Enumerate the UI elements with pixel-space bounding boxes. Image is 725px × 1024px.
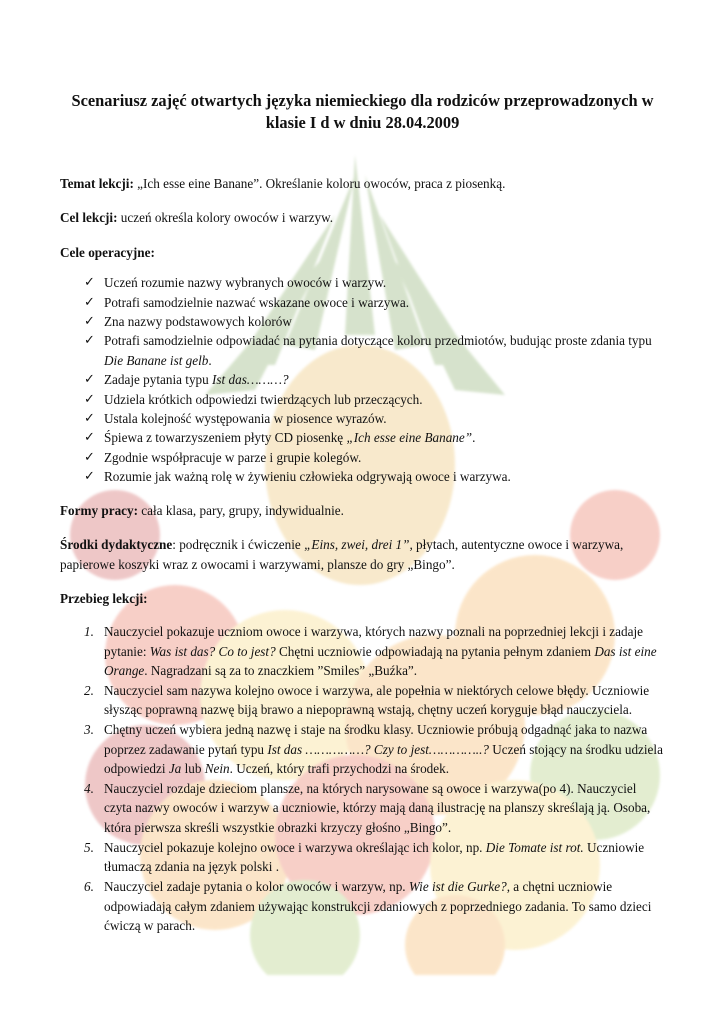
document-title: Scenariusz zajęć otwartych języka niemieckiego dla rodziców przeprowadzonych w klasie I d w dniu 28.04.2009 (71, 91, 654, 132)
goal-item-example: Ist das………? (212, 372, 289, 388)
step-text-italic: Ist das ……………? Czy to jest…………..? (267, 741, 489, 757)
teaching-aids-post: płytach, autentyczne owoce i warzywa, papierowe koszyki wraz z owocami i warzywami, plansze do gry „Bingo”. (60, 537, 624, 572)
lesson-flow-heading: Przebieg lekcji: (60, 590, 148, 606)
step-text: Nauczyciel pokazuje kolejno owoce i warzywa określając ich kolor, np. (104, 839, 486, 855)
checkmark-icon: ✓ (84, 275, 95, 291)
goal-item-example: Die Banane ist gelb (104, 352, 209, 368)
document-page (60, 80, 665, 936)
goal-item-text: Potrafi samodzielnie nazwać wskazane owoce i warzywa. (104, 294, 410, 310)
teaching-aids-paragraph (60, 535, 665, 574)
step-number: 5. (84, 839, 94, 855)
goal-item-text: Ustala kolejność występowania w piosence wyrazów. (104, 411, 387, 427)
step-text: Nauczyciel pokazuje uczniom owoce i warzywa, których nazwy poznali na poprzedniej lekcji i zadaje pytanie: (104, 624, 643, 659)
step-text-italic: Ja (168, 761, 182, 777)
teaching-aids-pre: : podręcznik i ćwiczenie (172, 537, 305, 553)
operational-goal-item (84, 409, 665, 428)
teaching-aids-label: Środki dydaktyczne (60, 537, 173, 553)
lesson-step (84, 877, 665, 935)
step-text: Uczniowie tłumaczą zdania na język polski . (104, 839, 645, 875)
lesson-step (84, 779, 665, 837)
step-text: lub (181, 761, 205, 777)
step-number: 6. (84, 879, 94, 895)
step-text: Chętni uczniowie odpowiadają na pytania pełnym zdaniem (275, 643, 595, 659)
step-text-italic: Das ist eine Orange (104, 643, 657, 679)
operational-goal-item (84, 428, 665, 447)
work-forms-text: cała klasa, pary, grupy, indywidualnie. (138, 502, 344, 518)
step-text: Nauczyciel sam nazywa kolejno owoce i warzywa, ale popełnia w niektórych celowe błędy. Uczniowie słysząc poprawną nazwę biją brawo a niepoprawną wstają, chętny uczeń koryguje błąd nauczyciela. (104, 683, 650, 718)
operational-goal-item (84, 390, 665, 409)
operational-goal-item (84, 448, 665, 467)
step-text: , a chętni uczniowie odpowiadają całym zdaniem używając konstrukcji zdaniowych z poprzedniego zadania. To samo dzieci ćwiczą w parach. (104, 879, 652, 933)
step-text: Nauczyciel zadaje pytania o kolor owoców i warzyw, np. (104, 879, 409, 895)
step-text: . Uczeń, który trafi przychodzi na środek. (229, 761, 449, 777)
operational-goal-item (84, 273, 665, 292)
step-number: 3. (84, 722, 94, 738)
operational-goal-item (84, 293, 665, 312)
checkmark-icon: ✓ (84, 372, 95, 388)
topic-paragraph (60, 174, 665, 193)
goal-item-text: Zadaje pytania typu (104, 372, 213, 388)
goal-item-text: Zgodnie współpracuje w parze i grupie kolegów. (104, 449, 362, 465)
step-text-italic: Was ist das? Co to jest? (149, 643, 276, 659)
goal-item-text: Uczeń rozumie nazwy wybranych owoców i warzyw. (104, 275, 387, 291)
operational-goal-item (84, 312, 665, 331)
step-number: 4. (84, 781, 94, 797)
step-text: Uczeń stojący na środku udziela odpowiedzi (104, 741, 663, 777)
step-text: Nauczyciel rozdaje dzieciom plansze, na których narysowane są owoce i warzywa(po 4). Nauczyciel czyta nazwy owoców i warzyw a uczniowie, którzy mają daną ilustrację na planszy skreślają ją. Osoba, która pierwsza skreśli wszystkie obrazki krzyczy głośno „Bingo”. (104, 781, 651, 835)
step-text-italic: Die Tomate ist rot. (485, 839, 584, 855)
operational-goal-item (84, 467, 665, 486)
work-forms-label: Formy pracy: (60, 502, 138, 518)
topic-label: Temat lekcji: (60, 176, 134, 191)
step-number: 1. (84, 624, 94, 640)
operational-goal-item (84, 370, 665, 389)
goal-item-suffix: . (208, 352, 212, 368)
teaching-aids-book-title: „Eins, zwei, drei 1”, (304, 537, 413, 553)
goal-paragraph (60, 208, 665, 227)
work-forms-paragraph (60, 501, 665, 520)
operational-goals-heading: Cele operacyjne: (60, 244, 155, 260)
goal-item-text: Potrafi samodzielnie odpowiadać na pytania dotyczące koloru przedmiotów, budując proste zdania typu (104, 333, 652, 349)
checkmark-icon: ✓ (84, 391, 95, 407)
goal-item-text: Udziela krótkich odpowiedzi twierdzących lub przeczących. (104, 391, 423, 407)
checkmark-icon: ✓ (84, 333, 95, 349)
goal-item-text: Zna nazwy podstawowych kolorów (104, 314, 292, 330)
goal-item-suffix: . (472, 430, 476, 446)
step-text: Chętny uczeń wybiera jedną nazwę i staje na środku klasy. Uczniowie próbują odgadnąć jaka to nazwa poprzez zadawanie pytań typu (104, 722, 648, 757)
lesson-flow-list (60, 622, 665, 935)
step-text: . Nagradzani są za to znaczkiem ”Smiles” „Buźka”. (144, 663, 418, 679)
checkmark-icon: ✓ (84, 449, 95, 465)
operational-goal-item (84, 331, 665, 370)
goal-text: uczeń określa kolory owoców i warzyw. (117, 210, 334, 226)
goal-item-text: Rozumie jak ważną rolę w żywieniu człowieka odgrywają owoce i warzywa. (104, 469, 511, 485)
goal-label: Cel lekcji: (60, 210, 118, 226)
step-number: 2. (84, 683, 94, 699)
lesson-step (84, 622, 665, 680)
checkmark-icon: ✓ (84, 294, 95, 310)
checkmark-icon: ✓ (84, 469, 95, 485)
checkmark-icon: ✓ (84, 314, 95, 330)
lesson-step (84, 681, 665, 720)
lesson-step (84, 838, 665, 877)
goal-item-example: „Ich esse eine Banane” (346, 430, 473, 446)
checkmark-icon: ✓ (84, 430, 95, 446)
checkmark-icon: ✓ (84, 411, 95, 427)
step-text-italic: Wie ist die Gurke? (408, 879, 507, 895)
step-text-italic: Nein (204, 761, 230, 777)
operational-goals-list (60, 273, 665, 486)
goal-item-text: Śpiewa z towarzyszeniem płyty CD piosenkę (104, 430, 347, 446)
topic-text: „Ich esse eine Banane”. Określanie koloru owoców, praca z piosenką. (133, 176, 506, 191)
lesson-step (84, 720, 665, 778)
